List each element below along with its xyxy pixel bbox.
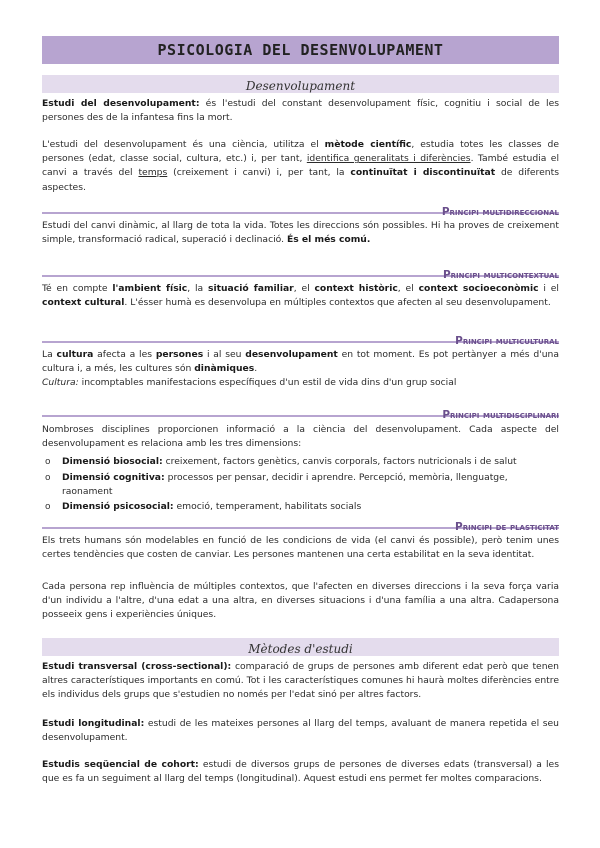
paragraph-estudi [42, 97, 559, 125]
definition: creixement, factors genètics, canvis corporals, factors nutricionals i de salut [162, 456, 517, 467]
bold-text: context històric [314, 283, 398, 294]
definition: estudi de diversos grups de persones de diverses edats (transversal) a les que es fa un seguiment al llarg del temps (longitudinal). Aquest estudi ens permet fer moltes comparacions. [42, 759, 559, 785]
list-item [62, 500, 558, 514]
text: de diferents aspectes. [42, 167, 559, 193]
text: , la [187, 283, 208, 294]
text: afecta a les [93, 349, 156, 360]
text: Estudi del canvi dinàmic, al llarg de tota la vida. Totes les direccions són possibles. Hi ha proves de creixement simple, transformació radical, superació i declinació. [42, 220, 559, 246]
bold-text: És el més comú. [286, 234, 371, 246]
text: i el [538, 283, 559, 294]
bullet-icon: o [45, 473, 51, 483]
subheading-multidisciplinari [42, 403, 559, 421]
text: , el [293, 283, 315, 294]
text: Els trets humans són modelables en funció de les condicions de vida (el canvi és possible), però tenim unes certes tendències que costen de canviar. Les persones mantenen una certa estabilitat en la seva identitat. [42, 535, 559, 561]
bold-text: context socioeconòmic [418, 283, 539, 294]
text: Nombroses disciplines proporcionen informació a la ciència del desenvolupament. Cada aspecte del desenvolupament es relaciona amb les tres dimensions: [42, 424, 559, 450]
text: i al seu [203, 349, 246, 360]
text: La [42, 349, 57, 360]
subheading-multicultural [42, 329, 559, 347]
bullet-icon: o [45, 502, 51, 512]
italic-term: Cultura: [42, 377, 79, 389]
definition: comparació de grups de persones amb diferent edat però que tenen altres característiques importants en comú. Tot i les característiques comunes hi haurà moltes diferències entre els individus dels grups que s'estudien no només per l'edat sinó per altres factors. [42, 661, 559, 701]
text: en tot moment. Es pot pertànyer a més d'una cultura i, a més, les cultures són [42, 349, 559, 375]
section-title: Mètodes d'estudi [248, 642, 353, 656]
bold-text: continuïtat i discontinuïtat [350, 167, 496, 179]
page-title: PSICOLOGIA DEL DESENVOLUPAMENT [157, 41, 444, 59]
text: , estudia totes les classes de persones (edat, classe social, cultura, etc.) i, per tant, [42, 139, 559, 165]
subheading-text: Principi de plasticitat [455, 521, 559, 533]
subheading-text: Principi multicontextual [442, 269, 559, 281]
bold-text: persones [155, 349, 204, 360]
bold-text: mètode científic [324, 139, 412, 150]
page-title-bar [42, 36, 559, 64]
section-header-desenvolupament [42, 75, 559, 93]
term: Dimensió psicosocial: [62, 501, 174, 512]
text: Cada persona rep influència de múltiples contextos, que l'afecten en diverses direccions i la seva força varia d'un individu a l'altre, d'una edat a una altra, en diverses situacions i d'una família a una altra. Cadapersona posseeix gens i experiències úniques. [42, 581, 559, 621]
bold-text: l'ambient físic [112, 283, 188, 294]
term: Estudi longitudinal: [42, 718, 145, 729]
section-header-metodes [42, 638, 559, 656]
paragraph-plasticitat-1 [42, 534, 559, 562]
text: Té en compte [42, 283, 113, 294]
bold-text: situació familiar [208, 283, 294, 294]
text: . També estudia el canvi a través del [42, 153, 559, 179]
term: Estudis seqüencial de cohort: [42, 759, 199, 770]
definition: processos per pensar, decidir i aprendre. Percepció, memòria, llenguatge, raonament [62, 472, 508, 497]
subheading-text: Principi multicultural [455, 335, 559, 347]
definition: incomptables manifestacions específiques d'un estil de vida dins d'un grup social [78, 377, 457, 389]
term: Dimensió cognitiva: [62, 472, 165, 483]
paragraph-multidisciplinari [42, 423, 559, 451]
definition: estudi de les mateixes persones al llarg del temps, avaluant de manera repetida el seu desenvolupament. [42, 718, 559, 744]
bold-text: context cultural [42, 297, 125, 309]
paragraph-longitudinal [42, 717, 559, 745]
term: Estudi transversal (cross-sectional): [42, 661, 232, 672]
paragraph-plasticitat-2 [42, 580, 559, 623]
subheading-multidireccional [42, 200, 559, 218]
underlined-text: temps [138, 167, 168, 179]
underlined-text: identifica generalitats i diferències [306, 153, 471, 165]
subheading-text: Principi multidireccional [441, 206, 559, 218]
term: Estudi del desenvolupament: [42, 98, 200, 109]
text: , el [397, 283, 419, 294]
bold-text: cultura [56, 349, 94, 360]
term: Dimensió biosocial: [62, 456, 163, 467]
list-item [62, 455, 558, 469]
subheading-plasticitat [42, 515, 559, 533]
definition: és l'estudi del constant desenvolupament físic, cognitiu i social de les persones des de la infantesa fins la mort. [42, 98, 560, 124]
subheading-text: Principi multidisciplinari [442, 409, 559, 421]
text: (creixement i canvi) i, per tant, la [167, 167, 351, 179]
text: . L'ésser humà es desenvolupa en múltiples contextos que afecten al seu desenvolupament. [124, 297, 551, 309]
paragraph-multicultural [42, 348, 559, 391]
definition: emoció, temperament, habilitats socials [173, 501, 362, 512]
text: . [254, 363, 258, 375]
paragraph-sequencial [42, 758, 559, 786]
paragraph-multidireccional [42, 219, 559, 247]
list-item [62, 471, 558, 499]
subheading-multicontextual [42, 263, 559, 281]
bold-text: desenvolupament [245, 349, 338, 360]
bold-text: dinàmiques [194, 363, 255, 375]
text: L'estudi del desenvolupament és una ciència, utilitza el [42, 139, 325, 150]
section-title: Desenvolupament [245, 79, 356, 93]
paragraph-transversal [42, 660, 559, 703]
paragraph-ciencia [42, 138, 559, 195]
bullet-icon: o [45, 457, 51, 467]
paragraph-multicontextual [42, 282, 559, 310]
